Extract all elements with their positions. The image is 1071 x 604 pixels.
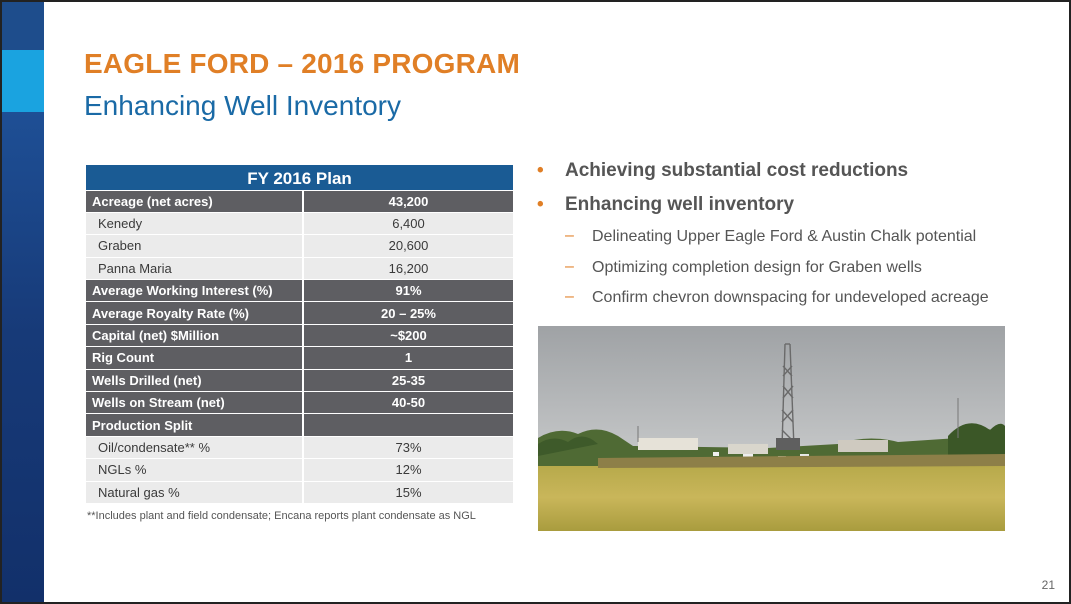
sub-bullet-text: Delineating Upper Eagle Ford & Austin Chalk potential — [592, 228, 977, 245]
table-row — [86, 235, 513, 257]
table-row — [86, 257, 513, 279]
table-row — [86, 369, 513, 391]
table-row — [86, 347, 513, 369]
page-number: 21 — [1041, 578, 1055, 592]
bullet-dot-icon: • — [537, 194, 544, 215]
row-value: 40-50 — [303, 392, 513, 414]
table-body — [86, 190, 513, 503]
table-row — [86, 302, 513, 324]
row-label: Panna Maria — [86, 257, 303, 279]
row-value: 1 — [303, 347, 513, 369]
table-row — [86, 392, 513, 414]
row-label: Natural gas % — [86, 481, 303, 503]
table-row — [86, 436, 513, 458]
row-value: 73% — [303, 436, 513, 458]
sub-bullet-item — [565, 228, 989, 259]
row-label: Acreage (net acres) — [86, 190, 303, 212]
row-label: Wells Drilled (net) — [86, 369, 303, 391]
slide-title: EAGLE FORD – 2016 PROGRAM — [84, 48, 520, 79]
table-row — [86, 459, 513, 481]
row-value: 25-35 — [303, 369, 513, 391]
bullet-dot-icon: • — [537, 160, 544, 181]
table-row — [86, 481, 513, 503]
table-header: FY 2016 Plan — [86, 165, 513, 190]
bullet-text: Achieving substantial cost reductions — [565, 160, 909, 181]
row-label: Average Working Interest (%) — [86, 280, 303, 302]
dash-icon: – — [565, 257, 574, 275]
bullet-item — [537, 160, 908, 194]
fy-plan-table — [86, 165, 513, 504]
accent-block-gradient — [2, 112, 44, 604]
sub-bullet-text: Optimizing completion design for Graben wells — [592, 258, 922, 276]
accent-block-top — [2, 2, 44, 50]
row-value: 43,200 — [303, 190, 513, 212]
slide-subtitle: Enhancing Well Inventory — [84, 90, 401, 121]
row-label: Production Split — [86, 414, 303, 436]
sub-bullet-item — [565, 259, 989, 290]
row-value: 20,600 — [303, 235, 513, 257]
sub-bullet-text: Confirm chevron downspacing for undeveloped acreage — [592, 289, 989, 306]
row-label: Average Royalty Rate (%) — [86, 302, 303, 324]
table-row — [86, 212, 513, 234]
row-label: Wells on Stream (net) — [86, 392, 303, 414]
row-label: Graben — [86, 235, 303, 257]
row-value: 6,400 — [303, 212, 513, 234]
bullet-text: Enhancing well inventory — [565, 194, 795, 215]
row-label: Kenedy — [86, 212, 303, 234]
row-label: Rig Count — [86, 347, 303, 369]
table-row — [86, 414, 513, 436]
row-value: ~$200 — [303, 324, 513, 346]
row-value: 20 – 25% — [303, 302, 513, 324]
left-accent-band — [2, 2, 44, 604]
row-value: 91% — [303, 280, 513, 302]
accent-block-light — [2, 50, 44, 112]
bullet-item — [537, 194, 908, 228]
dash-icon: – — [565, 227, 574, 244]
bullet-list — [537, 160, 908, 228]
sub-bullet-list — [565, 228, 989, 320]
row-label: Capital (net) $Million — [86, 324, 303, 346]
row-label: Oil/condensate** % — [86, 436, 303, 458]
row-label: NGLs % — [86, 459, 303, 481]
dash-icon: – — [565, 288, 574, 305]
row-value: 15% — [303, 481, 513, 503]
row-value: 16,200 — [303, 257, 513, 279]
row-value — [303, 414, 513, 436]
table-row — [86, 280, 513, 302]
rig-photo-image — [538, 326, 1005, 531]
table-footnote: **Includes plant and field condensate; Encana reports plant condensate as NGL — [87, 510, 476, 522]
drilling-rig-photo — [538, 326, 1005, 531]
table-row — [86, 324, 513, 346]
sub-bullet-item — [565, 289, 989, 320]
table-row — [86, 190, 513, 212]
row-value: 12% — [303, 459, 513, 481]
